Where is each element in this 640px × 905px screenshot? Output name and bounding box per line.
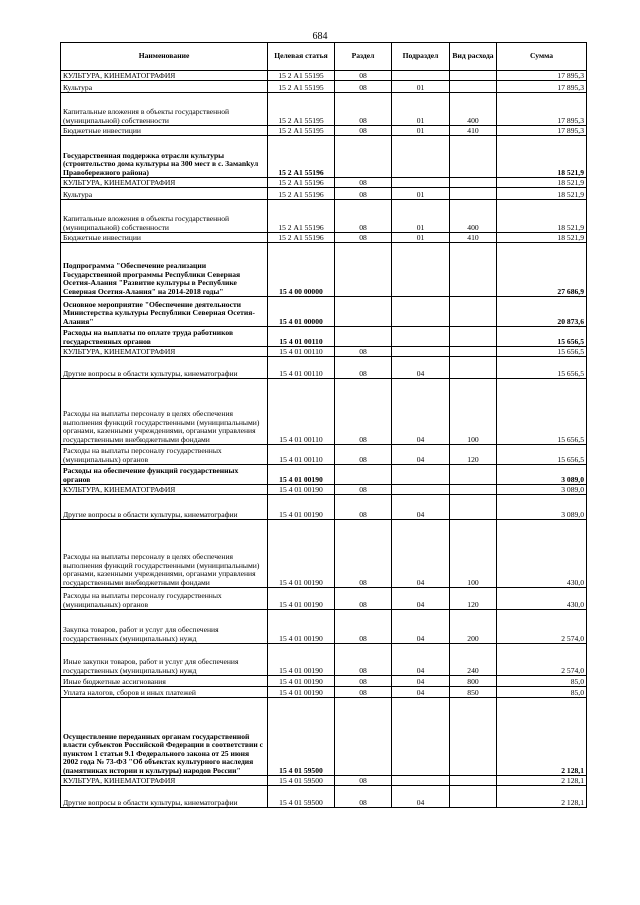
row-name: КУЛЬТУРА, КИНЕМАТОГРАФИЯ bbox=[61, 776, 268, 786]
row-expense-type bbox=[450, 786, 497, 808]
row-section: 08 bbox=[335, 200, 392, 233]
row-target-article: 15 2 А1 55196 bbox=[268, 136, 335, 178]
row-sum: 17 895,3 bbox=[497, 93, 587, 126]
row-section bbox=[335, 698, 392, 776]
header-subsection: Подраздел bbox=[392, 43, 450, 71]
row-sum: 15 656,5 bbox=[497, 347, 587, 357]
table-row bbox=[61, 687, 587, 698]
row-subsection bbox=[392, 243, 450, 297]
row-name: Уплата налогов, сборов и иных платежей bbox=[61, 687, 268, 698]
row-name: Расходы на выплаты по оплате труда работников государственных органов bbox=[61, 327, 268, 347]
row-target-article: 15 4 01 00190 bbox=[268, 520, 335, 588]
row-target-article: 15 4 01 00110 bbox=[268, 327, 335, 347]
row-subsection bbox=[392, 327, 450, 347]
row-expense-type: 850 bbox=[450, 687, 497, 698]
row-name: Иные бюджетные ассигнования bbox=[61, 676, 268, 687]
header-section: Раздел bbox=[335, 43, 392, 71]
row-name: Основное мероприятие "Обеспечение деятельности Министерства культуры Республики Северная Осетия-Алания" bbox=[61, 297, 268, 327]
row-section: 08 bbox=[335, 379, 392, 445]
row-sum: 3 089,0 bbox=[497, 495, 587, 520]
row-name: КУЛЬТУРА, КИНЕМАТОГРАФИЯ bbox=[61, 178, 268, 188]
row-section: 08 bbox=[335, 588, 392, 610]
row-sum: 430,0 bbox=[497, 520, 587, 588]
row-name: Расходы на выплаты персоналу в целях обеспечения выполнения функций государственными (муниципальными) органами, казенными учреждениями, органами управления государственными внебюджетными фондами bbox=[61, 520, 268, 588]
table-row bbox=[61, 233, 587, 243]
row-subsection: 01 bbox=[392, 126, 450, 136]
table-row bbox=[61, 188, 587, 200]
row-section bbox=[335, 297, 392, 327]
table-row bbox=[61, 445, 587, 465]
row-name: Подпрограмма "Обеспечение реализации Государственной программы Республики Северная Осетия-Алания "Развитие культуры в Республике Северная Осетия-Алания" на 2014-2018 годы" bbox=[61, 243, 268, 297]
row-sum: 17 895,3 bbox=[497, 71, 587, 81]
row-subsection: 04 bbox=[392, 495, 450, 520]
row-section: 08 bbox=[335, 347, 392, 357]
row-expense-type bbox=[450, 776, 497, 786]
row-expense-type: 100 bbox=[450, 379, 497, 445]
row-expense-type bbox=[450, 357, 497, 379]
row-name: Расходы на выплаты персоналу государственных (муниципальных) органов bbox=[61, 588, 268, 610]
row-expense-type bbox=[450, 495, 497, 520]
table-row bbox=[61, 520, 587, 588]
row-expense-type bbox=[450, 178, 497, 188]
row-section bbox=[335, 136, 392, 178]
row-expense-type bbox=[450, 188, 497, 200]
table-row bbox=[61, 776, 587, 786]
row-target-article: 15 2 А1 55196 bbox=[268, 178, 335, 188]
row-target-article: 15 4 01 00000 bbox=[268, 297, 335, 327]
row-target-article: 15 2 А1 55196 bbox=[268, 233, 335, 243]
row-sum: 3 089,0 bbox=[497, 485, 587, 495]
row-name: Иные закупки товаров, работ и услуг для обеспечения государственных (муниципальных) нужд bbox=[61, 644, 268, 676]
row-name: Бюджетные инвестиции bbox=[61, 233, 268, 243]
row-name: Другие вопросы в области культуры, кинематографии bbox=[61, 357, 268, 379]
table-row bbox=[61, 93, 587, 126]
row-sum: 85,0 bbox=[497, 676, 587, 687]
table-row bbox=[61, 588, 587, 610]
row-section: 08 bbox=[335, 776, 392, 786]
table-row bbox=[61, 610, 587, 644]
row-sum: 18 521,9 bbox=[497, 200, 587, 233]
row-expense-type bbox=[450, 71, 497, 81]
row-sum: 430,0 bbox=[497, 588, 587, 610]
row-sum: 85,0 bbox=[497, 687, 587, 698]
row-section: 08 bbox=[335, 445, 392, 465]
row-target-article: 15 4 01 00190 bbox=[268, 610, 335, 644]
row-subsection bbox=[392, 297, 450, 327]
row-expense-type bbox=[450, 136, 497, 178]
row-subsection bbox=[392, 347, 450, 357]
row-sum: 18 521,9 bbox=[497, 178, 587, 188]
row-target-article: 15 4 01 00190 bbox=[268, 465, 335, 485]
row-subsection bbox=[392, 465, 450, 485]
row-target-article: 15 4 01 59500 bbox=[268, 698, 335, 776]
row-name: КУЛЬТУРА, КИНЕМАТОГРАФИЯ bbox=[61, 347, 268, 357]
row-name: Капитальные вложения в объекты государственной (муниципальной) собственности bbox=[61, 200, 268, 233]
row-subsection: 04 bbox=[392, 676, 450, 687]
row-target-article: 15 4 01 59500 bbox=[268, 786, 335, 808]
table-row bbox=[61, 243, 587, 297]
row-section: 08 bbox=[335, 93, 392, 126]
row-subsection: 01 bbox=[392, 233, 450, 243]
row-name: Расходы на выплаты персоналу государственных (муниципальных) органов bbox=[61, 445, 268, 465]
row-subsection: 04 bbox=[392, 520, 450, 588]
row-sum: 17 895,3 bbox=[497, 126, 587, 136]
row-sum: 18 521,9 bbox=[497, 188, 587, 200]
row-target-article: 15 4 01 00110 bbox=[268, 347, 335, 357]
table-row bbox=[61, 485, 587, 495]
header-target-article: Целевая статья bbox=[268, 43, 335, 71]
table-row bbox=[61, 357, 587, 379]
row-expense-type bbox=[450, 327, 497, 347]
page-number: 684 bbox=[312, 31, 328, 42]
header-expense-type: Вид расхода bbox=[450, 43, 497, 71]
row-expense-type bbox=[450, 297, 497, 327]
row-subsection: 04 bbox=[392, 687, 450, 698]
row-target-article: 15 2 А1 55195 bbox=[268, 93, 335, 126]
row-name: Закупка товаров, работ и услуг для обеспечения государственных (муниципальных) нужд bbox=[61, 610, 268, 644]
row-name: Расходы на обеспечение функций государственных органов bbox=[61, 465, 268, 485]
row-target-article: 15 2 А1 55195 bbox=[268, 81, 335, 93]
row-section bbox=[335, 243, 392, 297]
row-sum: 3 089,0 bbox=[497, 465, 587, 485]
row-subsection bbox=[392, 136, 450, 178]
table-row bbox=[61, 644, 587, 676]
table-row bbox=[61, 71, 587, 81]
row-target-article: 15 2 А1 55196 bbox=[268, 200, 335, 233]
row-name: Культура bbox=[61, 188, 268, 200]
row-expense-type bbox=[450, 347, 497, 357]
row-section: 08 bbox=[335, 644, 392, 676]
row-expense-type: 410 bbox=[450, 233, 497, 243]
row-target-article: 15 4 01 00110 bbox=[268, 445, 335, 465]
row-sum: 2 128,1 bbox=[497, 776, 587, 786]
row-section: 08 bbox=[335, 126, 392, 136]
row-expense-type: 200 bbox=[450, 610, 497, 644]
row-subsection: 04 bbox=[392, 644, 450, 676]
row-section: 08 bbox=[335, 178, 392, 188]
table-row bbox=[61, 676, 587, 687]
row-section: 08 bbox=[335, 676, 392, 687]
row-target-article: 15 4 01 59500 bbox=[268, 776, 335, 786]
row-expense-type: 400 bbox=[450, 93, 497, 126]
row-subsection bbox=[392, 71, 450, 81]
row-name: Другие вопросы в области культуры, кинематографии bbox=[61, 786, 268, 808]
row-subsection: 04 bbox=[392, 445, 450, 465]
row-sum: 2 128,1 bbox=[497, 786, 587, 808]
row-target-article: 15 2 А1 55196 bbox=[268, 188, 335, 200]
row-subsection: 01 bbox=[392, 93, 450, 126]
row-subsection: 04 bbox=[392, 357, 450, 379]
table-row bbox=[61, 126, 587, 136]
row-target-article: 15 4 01 00110 bbox=[268, 357, 335, 379]
row-sum: 15 656,5 bbox=[497, 445, 587, 465]
row-section: 08 bbox=[335, 495, 392, 520]
row-expense-type: 410 bbox=[450, 126, 497, 136]
row-name: Капитальные вложения в объекты государственной (муниципальной) собственности bbox=[61, 93, 268, 126]
row-expense-type: 120 bbox=[450, 588, 497, 610]
row-subsection bbox=[392, 698, 450, 776]
table-header-row bbox=[61, 43, 587, 71]
row-expense-type: 800 bbox=[450, 676, 497, 687]
row-target-article: 15 2 А1 55195 bbox=[268, 126, 335, 136]
row-target-article: 15 4 01 00190 bbox=[268, 588, 335, 610]
row-section: 08 bbox=[335, 188, 392, 200]
row-subsection: 01 bbox=[392, 188, 450, 200]
row-sum: 15 656,5 bbox=[497, 379, 587, 445]
row-expense-type bbox=[450, 243, 497, 297]
row-subsection: 01 bbox=[392, 200, 450, 233]
row-target-article: 15 4 01 00190 bbox=[268, 687, 335, 698]
row-subsection: 04 bbox=[392, 588, 450, 610]
row-section bbox=[335, 465, 392, 485]
row-sum: 2 574,0 bbox=[497, 644, 587, 676]
row-subsection bbox=[392, 776, 450, 786]
table-row bbox=[61, 81, 587, 93]
row-subsection: 04 bbox=[392, 610, 450, 644]
row-expense-type: 240 bbox=[450, 644, 497, 676]
row-section: 08 bbox=[335, 485, 392, 495]
row-section: 08 bbox=[335, 610, 392, 644]
row-section: 08 bbox=[335, 71, 392, 81]
row-sum: 15 656,5 bbox=[497, 327, 587, 347]
row-target-article: 15 4 01 00190 bbox=[268, 485, 335, 495]
row-section: 08 bbox=[335, 233, 392, 243]
row-target-article: 15 2 А1 55195 bbox=[268, 71, 335, 81]
row-target-article: 15 4 01 00110 bbox=[268, 379, 335, 445]
table-row bbox=[61, 495, 587, 520]
table-row bbox=[61, 379, 587, 445]
row-name: КУЛЬТУРА, КИНЕМАТОГРАФИЯ bbox=[61, 71, 268, 81]
row-name: Другие вопросы в области культуры, кинематографии bbox=[61, 495, 268, 520]
header-sum: Сумма bbox=[497, 43, 587, 71]
row-name: Бюджетные инвестиции bbox=[61, 126, 268, 136]
row-name: Расходы на выплаты персоналу в целях обеспечения выполнения функций государственными (муниципальными) органами, казенными учреждениями, органами управления государственными внебюджетными фондами bbox=[61, 379, 268, 445]
row-subsection: 04 bbox=[392, 786, 450, 808]
table-row bbox=[61, 698, 587, 776]
row-sum: 2 574,0 bbox=[497, 610, 587, 644]
table-row bbox=[61, 786, 587, 808]
row-expense-type: 100 bbox=[450, 520, 497, 588]
row-subsection: 04 bbox=[392, 379, 450, 445]
table-row bbox=[61, 297, 587, 327]
budget-table bbox=[60, 42, 587, 808]
row-sum: 18 521,9 bbox=[497, 136, 587, 178]
row-expense-type bbox=[450, 81, 497, 93]
row-expense-type bbox=[450, 698, 497, 776]
row-target-article: 15 4 01 00190 bbox=[268, 495, 335, 520]
row-target-article: 15 4 00 00000 bbox=[268, 243, 335, 297]
row-expense-type: 120 bbox=[450, 445, 497, 465]
header-name: Наименование bbox=[61, 43, 268, 71]
table-row bbox=[61, 465, 587, 485]
table-row bbox=[61, 136, 587, 178]
row-section: 08 bbox=[335, 687, 392, 698]
row-name: КУЛЬТУРА, КИНЕМАТОГРАФИЯ bbox=[61, 485, 268, 495]
row-name: Культура bbox=[61, 81, 268, 93]
row-expense-type: 400 bbox=[450, 200, 497, 233]
row-expense-type bbox=[450, 485, 497, 495]
row-section: 08 bbox=[335, 357, 392, 379]
row-section: 08 bbox=[335, 786, 392, 808]
row-target-article: 15 4 01 00190 bbox=[268, 644, 335, 676]
row-subsection bbox=[392, 485, 450, 495]
row-section: 08 bbox=[335, 81, 392, 93]
row-name: Осуществление переданных органам государственной власти субъектов Российской Федерации в соответствии с пунктом 1 статьи 9.1 Федерального закона от 25 июня 2002 года № 73-ФЗ "Об объектах культурного наследия (памятниках истории и культуры) народов России" bbox=[61, 698, 268, 776]
row-sum: 20 873,6 bbox=[497, 297, 587, 327]
row-expense-type bbox=[450, 465, 497, 485]
table-row bbox=[61, 347, 587, 357]
row-name: Государственная поддержка отрасли культуры (строительство дома культуры на 300 мест в с. Замankул Правобережного района) bbox=[61, 136, 268, 178]
table-row bbox=[61, 200, 587, 233]
row-subsection bbox=[392, 178, 450, 188]
row-sum: 18 521,9 bbox=[497, 233, 587, 243]
row-subsection: 01 bbox=[392, 81, 450, 93]
table-row bbox=[61, 327, 587, 347]
row-sum: 15 656,5 bbox=[497, 357, 587, 379]
row-sum: 27 686,9 bbox=[497, 243, 587, 297]
row-sum: 17 895,3 bbox=[497, 81, 587, 93]
row-target-article: 15 4 01 00190 bbox=[268, 676, 335, 687]
row-section: 08 bbox=[335, 520, 392, 588]
row-section bbox=[335, 327, 392, 347]
table-row bbox=[61, 178, 587, 188]
row-sum: 2 128,1 bbox=[497, 698, 587, 776]
